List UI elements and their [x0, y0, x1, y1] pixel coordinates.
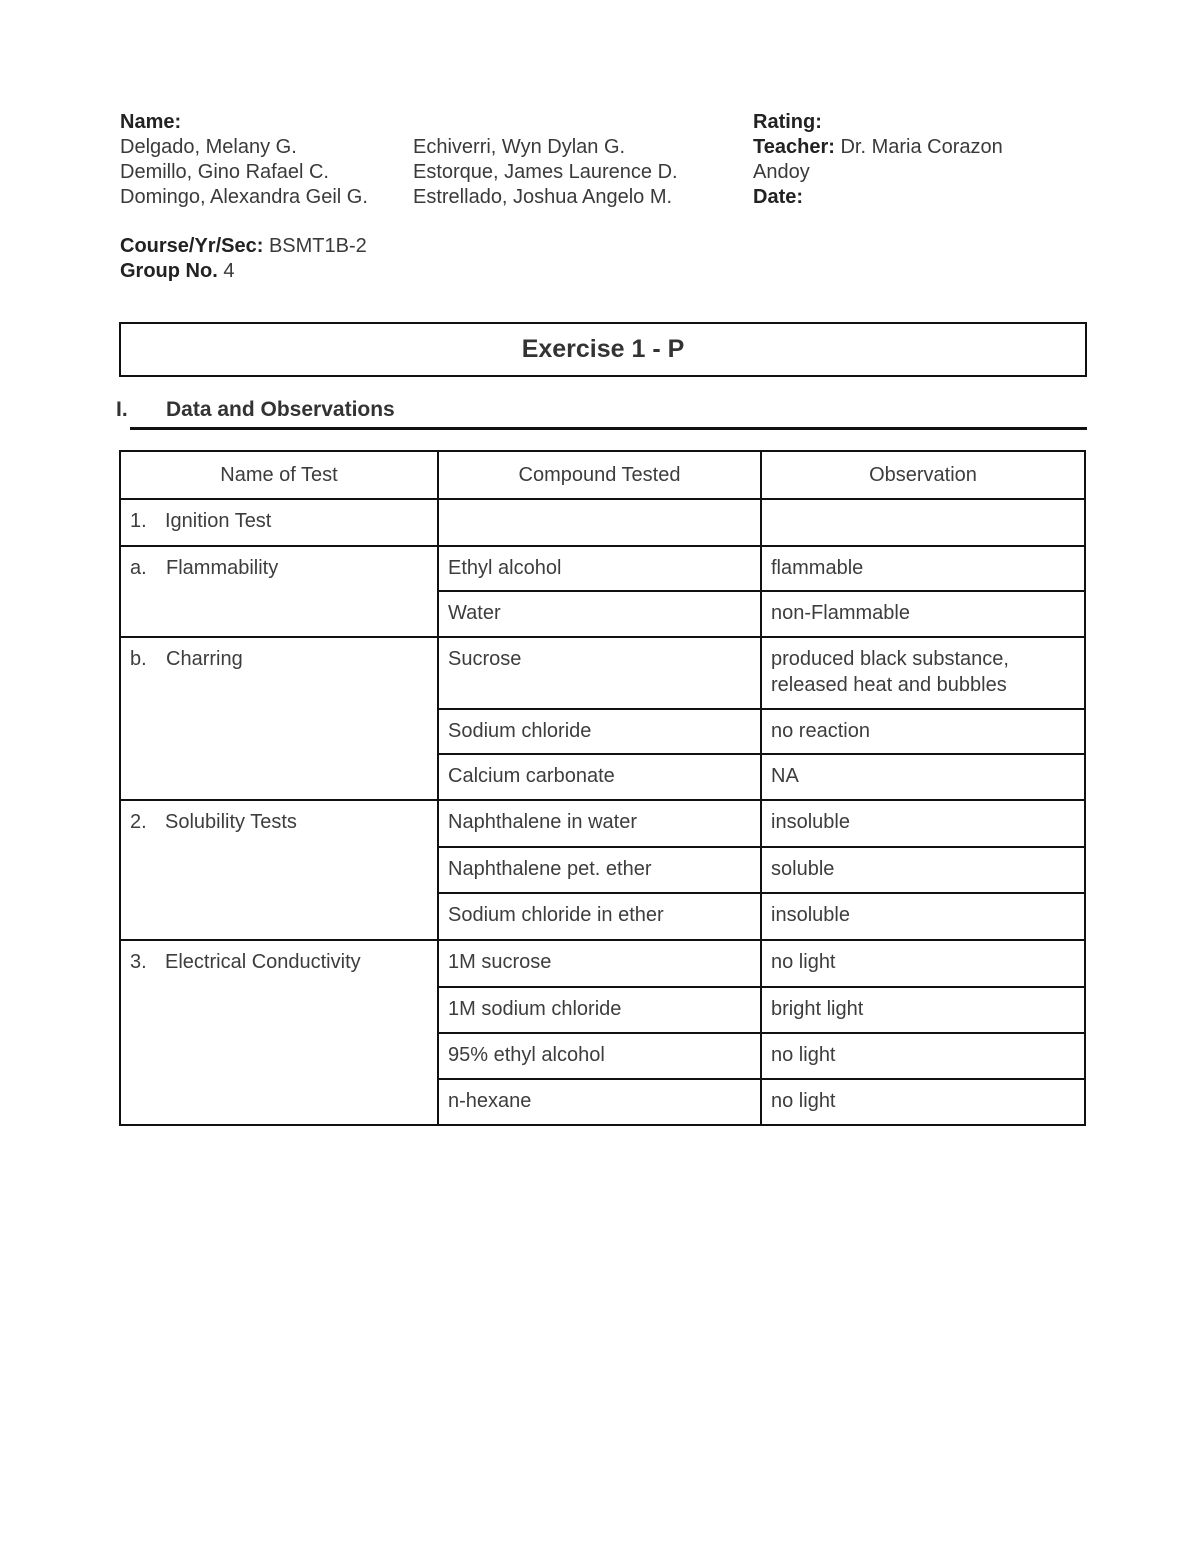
table-row: [120, 940, 1085, 987]
course-group-info: [120, 234, 367, 284]
compound-cell: n-hexane: [438, 1079, 761, 1125]
course-value: BSMT1B-2: [268, 235, 367, 257]
compound-cell: Water: [438, 591, 761, 637]
section-number: I.: [116, 398, 128, 421]
observation-cell: NA: [761, 754, 1085, 800]
column-header: Compound Tested: [438, 451, 761, 499]
names-column-2: [413, 110, 743, 210]
student-name: Delgado, Melany G.: [120, 136, 297, 158]
test-name-cell: b. Charring: [120, 637, 438, 800]
compound-cell: Sucrose: [438, 637, 761, 709]
teacher-name: Dr. Maria Corazon: [840, 136, 1003, 158]
compound-cell: Ethyl alcohol: [438, 546, 761, 591]
column-header: Observation: [761, 451, 1085, 499]
teacher-name-cont: Andoy: [753, 161, 810, 183]
column-header: Name of Test: [120, 451, 438, 499]
compound-cell: [438, 499, 761, 546]
observation-cell: bright light: [761, 987, 1085, 1033]
exercise-title: Exercise 1 - P: [119, 322, 1087, 377]
compound-cell: Sodium chloride in ether: [438, 893, 761, 940]
grading-info: [753, 110, 1053, 210]
observation-cell: insoluble: [761, 893, 1085, 940]
compound-cell: Naphthalene pet. ether: [438, 847, 761, 893]
names-column-1: [120, 110, 410, 210]
group-line: [120, 259, 367, 284]
compound-cell: Sodium chloride: [438, 709, 761, 754]
rating-label: Rating:: [753, 111, 822, 133]
course-line: [120, 234, 367, 259]
course-label: Course/Yr/Sec:: [120, 235, 264, 257]
student-name: Domingo, Alexandra Geil G.: [120, 186, 368, 208]
observation-cell: insoluble: [761, 800, 1085, 847]
compound-cell: 1M sucrose: [438, 940, 761, 987]
section-divider: [130, 427, 1087, 430]
test-name-cell: 2. Solubility Tests: [120, 800, 438, 940]
group-label: Group No.: [120, 260, 218, 282]
name-label: Name:: [120, 111, 182, 133]
observation-cell: no light: [761, 1079, 1085, 1125]
table-row: [120, 637, 1085, 709]
observation-cell: no reaction: [761, 709, 1085, 754]
compound-cell: 1M sodium chloride: [438, 987, 761, 1033]
table-row: [120, 546, 1085, 591]
observation-cell: no light: [761, 1033, 1085, 1079]
student-name: Demillo, Gino Rafael C.: [120, 161, 329, 183]
student-name: Estorque, James Laurence D.: [413, 161, 678, 183]
teacher-line: [753, 135, 1053, 160]
section-title: Data and Observations: [166, 398, 395, 421]
student-name: Estrellado, Joshua Angelo M.: [413, 186, 673, 208]
observation-cell: flammable: [761, 546, 1085, 591]
observation-cell: [761, 499, 1085, 546]
observation-cell: soluble: [761, 847, 1085, 893]
test-name-cell: a. Flammability: [120, 546, 438, 637]
date-label: Date:: [753, 186, 804, 208]
compound-cell: Calcium carbonate: [438, 754, 761, 800]
group-value: 4: [223, 260, 235, 282]
observation-cell: non-Flammable: [761, 591, 1085, 637]
student-name: Echiverri, Wyn Dylan G.: [413, 136, 626, 158]
observation-cell: no light: [761, 940, 1085, 987]
compound-cell: Naphthalene in water: [438, 800, 761, 847]
compound-cell: 95% ethyl alcohol: [438, 1033, 761, 1079]
test-name-cell: 3. Electrical Conductivity: [120, 940, 438, 1125]
observations-table: [119, 450, 1086, 1126]
table-row: [120, 499, 1085, 546]
table-row: [120, 800, 1085, 847]
observation-cell: produced black substance, released heat and bubbles: [761, 637, 1085, 709]
test-name-cell: 1. Ignition Test: [120, 499, 438, 546]
teacher-label: Teacher:: [753, 136, 835, 158]
table-header-row: [120, 451, 1085, 499]
